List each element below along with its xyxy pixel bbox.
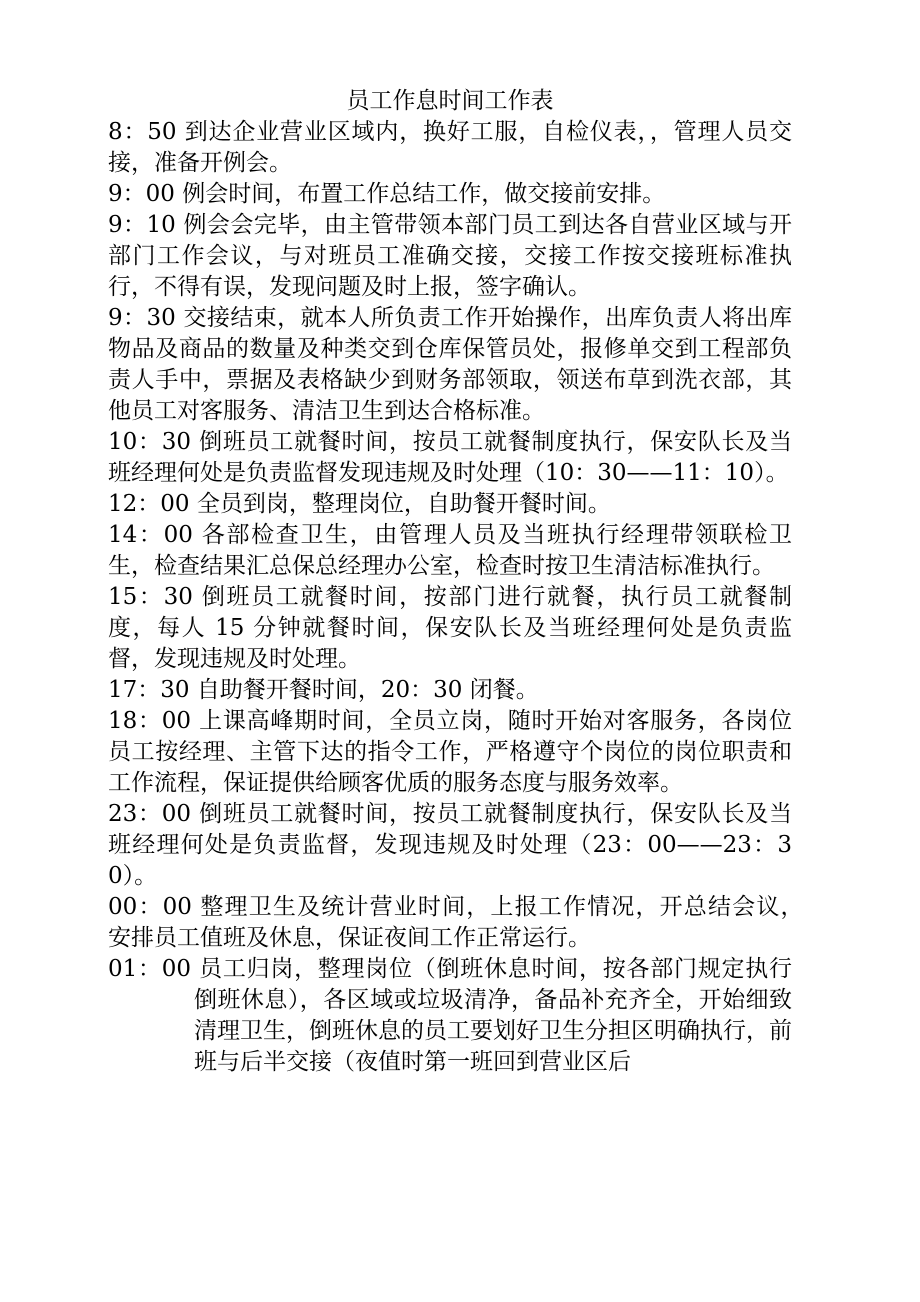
schedule-entry-0100: 01：00 员工归岗，整理岗位（倒班休息时间，按各部门规定执行倒班休息），各区域或垃圾清净，备品补充齐全，开始细致清理卫生，倒班休息的员工要划好卫生分担区明确执行，前班与后半交接（夜值时第一班回到营业区后 [108, 956, 792, 1075]
schedule-entry-1030: 10：30 倒班员工就餐时间，按员工就餐制度执行，保安队长及当班经理何处是负责监督发现违规及时处理（10：30——11：10）。 [108, 429, 792, 486]
schedule-entry-1800: 18：00 上课高峰期时间，全员立岗，随时开始对客服务，各岗位员工按经理、主管下达的指令工作，严格遵守个岗位的岗位职责和工作流程，保证提供给顾客优质的服务态度与服务效率。 [108, 708, 792, 796]
schedule-entry-0850: 8：50 到达企业营业区域内，换好工服，自检仪表，，管理人员交接，准备开例会。 [108, 119, 792, 176]
schedule-entry-0910: 9：10 例会会完毕，由主管带领本部门员工到达各自营业区域与开部门工作会议，与对班员工准确交接，交接工作按交接班标准执行，不得有误，发现问题及时上报，签字确认。 [108, 212, 792, 300]
schedule-entry-0900: 9：00 例会时间，布置工作总结工作，做交接前安排。 [108, 181, 666, 207]
schedule-entry-1200: 12：00 全员到岗，整理岗位，自助餐开餐时间。 [108, 491, 611, 517]
schedule-entry-1400: 14：00 各部检查卫生，由管理人员及当班执行经理带领联检卫生，检查结果汇总保总经理办公室，检查时按卫生清洁标准执行。 [108, 522, 792, 579]
document-page [108, 86, 815, 1078]
document-title: 员工作息时间工作表 [346, 88, 554, 114]
schedule-entry-0930: 9：30 交接结束，就本人所负责工作开始操作，出库负责人将出库物品及商品的数量及种类交到仓库保管员处，报修单交到工程部负责人手中，票据及表格缺少到财务部领取，领送布草到洗衣部，其他员工对客服务、清洁卫生到达合格标准。 [108, 305, 792, 424]
schedule-entry-1730: 17：30 自助餐开餐时间，20：30 闭餐。 [108, 677, 539, 703]
schedule-entry-2300: 23：00 倒班员工就餐时间，按员工就餐制度执行，保安队长及当班经理何处是负责监督，发现违规及时处理（23：00——23：30）。 [108, 801, 792, 889]
schedule-entry-0000: 00：00 整理卫生及统计营业时间，上报工作情况，开总结会议， 安排员工值班及休息，保证夜间工作正常运行。 [108, 894, 815, 951]
schedule-entry-1530: 15：30 倒班员工就餐时间，按部门进行就餐，执行员工就餐制度，每人 15 分钟就餐时间，保安队长及当班经理何处是负责监 督，发现违规及时处理。 [108, 584, 815, 672]
